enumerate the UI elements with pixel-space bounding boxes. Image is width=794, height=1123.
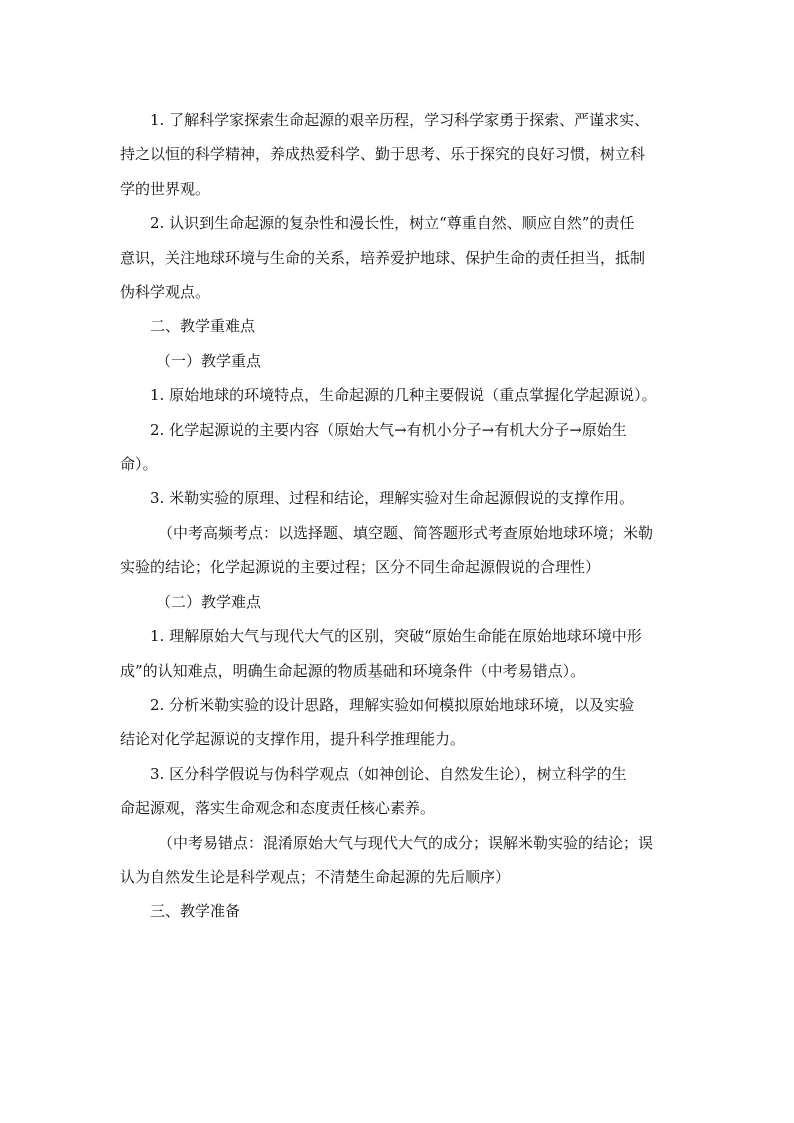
difficult-point-1-line-2: 成”的认知难点，明确生命起源的物质基础和环境条件（中考易错点）。	[120, 661, 586, 680]
document-body	[120, 103, 680, 929]
key-point-1: 1. 原始地球的环境特点，生命起源的几种主要假说（重点掌握化学起源说）。	[150, 386, 657, 405]
subsection-heading-difficult-points: （二）教学难点	[156, 592, 262, 611]
difficult-point-3-line-2: 命起源观，落实生命观念和态度责任核心素养。	[120, 799, 436, 818]
difficult-point-1-line-1: 1. 理解原始大气与现代大气的区别，突破“原始生命能在原始地球环境中形	[150, 627, 642, 646]
para-1-line-3: 学的世界观。	[120, 179, 211, 198]
para-1-line-2: 持之以恒的科学精神，养成热爱科学、勤于思考、乐于探究的良好习惯，树立科	[120, 145, 646, 164]
difficult-point-3-line-1: 3. 区分科学假说与伪科学观点（如神创论、自然发生论），树立科学的生	[150, 764, 627, 783]
para-2-line-2: 意识，关注地球环境与生命的关系，培养爱护地球、保护生命的责任担当，抵制	[120, 248, 646, 267]
exam-note-1-line-2: 实验的结论；化学起源说的主要过程；区分不同生命起源假说的合理性）	[120, 558, 601, 577]
difficult-point-2-line-1: 2. 分析米勒实验的设计思路，理解实验如何模拟原始地球环境，以及实验	[150, 695, 635, 714]
subsection-heading-key-points: （一）教学重点	[156, 351, 262, 370]
key-point-3: 3. 米勒实验的原理、过程和结论，理解实验对生命起源假说的支撑作用。	[150, 489, 635, 508]
difficult-point-2-line-2: 结论对化学起源说的支撑作用，提升科学推理能力。	[120, 730, 466, 749]
para-2-line-3: 伪科学观点。	[120, 283, 211, 302]
para-2-line-1: 2. 认识到生命起源的复杂性和漫长性，树立“尊重自然、顺应自然”的责任	[150, 214, 635, 233]
exam-note-1-line-1: （中考高频考点：以选择题、填空题、简答题形式考查原始地球环境；米勒	[158, 523, 654, 542]
exam-note-2-line-1: （中考易错点：混淆原始大气与现代大气的成分；误解米勒实验的结论；误	[158, 833, 654, 852]
key-point-2-line-2: 命）。	[120, 455, 158, 474]
key-point-2-line-1: 2. 化学起源说的主要内容（原始大气→有机小分子→有机大分子→原始生	[150, 420, 627, 439]
para-1-line-1: 1. 了解科学家探索生命起源的艰辛历程，学习科学家勇于探索、严谨求实、	[150, 111, 650, 129]
exam-note-2-line-2: 认为自然发生论是科学观点；不清楚生命起源的先后顺序）	[120, 867, 511, 886]
section-heading-key-difficult-points: 二、教学重难点	[150, 317, 256, 336]
section-heading-teaching-preparation: 三、教学准备	[150, 902, 241, 921]
